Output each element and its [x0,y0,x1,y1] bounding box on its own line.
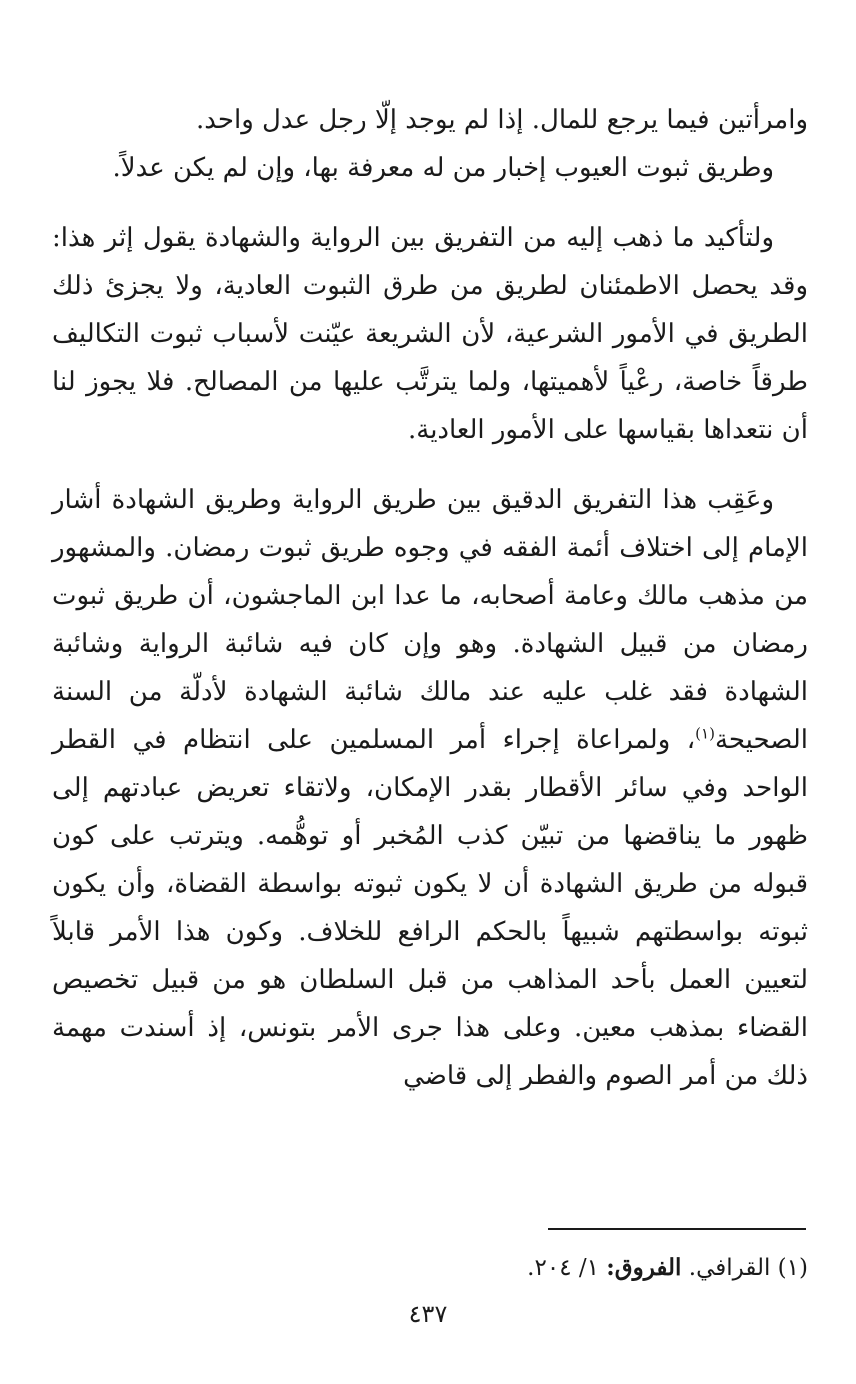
footnote-ref: ١/ ٢٠٤. [527,1255,599,1281]
page-number: ٤٣٧ [408,1300,448,1328]
footnote-divider [548,1228,806,1230]
paragraph-2: وطريق ثبوت العيوب إخبار من له معرفة بها، وإن لم يكن عدلاً. [112,153,774,183]
paragraph-4-part-2: ، ولمراعاة إجراء أمر المسلمين على انتظام في القطر الواحد وفي سائر الأقطار بقدر الإمكان، ولاتقاء تعريض عبادتهم إلى ظهور ما يناقضها من تبيّن كذب المُخبر أو توهُّمه. ويترتب على كون قبوله من طريق الشهادة أن لا يكون ثبوته بواسطة القضاة، وأن يكون ثبوته بواسطتهم شبيهاً بالحكم الرافع للخلاف. وكون هذا الأمر قابلاً لتعيين العمل بأحد المذاهب من قبل السلطان هو من قبيل تخصيص القضاء بمذهب معين. وعلى هذا جرى الأمر بتونس، إذ أسندت مهمة ذلك من أمر الصوم والفطر إلى قاضي [52,725,808,1091]
footnote [52,1248,808,1288]
page-body [52,96,808,1100]
paragraph-4 [52,476,808,1100]
footnote-author: القرافي. [688,1255,771,1281]
footnote-marker[interactable]: (١) [695,724,715,743]
paragraph-3: ولتأكيد ما ذهب إليه من التفريق بين الرواية والشهادة يقول إثر هذا: وقد يحصل الاطمئنان لطريق من طرق الثبوت العادية، ولا يجزئ ذلك الطريق في الأمور الشرعية، لأن الشريعة عيّنت لأسباب ثبوت التكاليف طرقاً خاصة، رعْياً لأهميتها، ولما يترتَّب عليها من المصالح. فلا يجوز لنا أن نتعداها بقياسها على الأمور العادية. [52,223,808,445]
paragraph-4-part-1: وعَقِب هذا التفريق الدقيق بين طريق الرواية وطريق الشهادة أشار الإمام إلى اختلاف أئمة الفقه في وجوه طريق ثبوت رمضان. والمشهور من مذهب مالك وعامة أصحابه، ما عدا ابن الماجشون، أن طريق ثبوت رمضان من قبيل الشهادة. وهو وإن كان فيه شائبة الرواية وشائبة الشهادة فقد غلب عليه عند مالك شائبة الشهادة لأدلّة من السنة الصحيحة [52,485,808,755]
footnote-number: (١) [777,1255,808,1281]
paragraph-1: وامرأتين فيما يرجع للمال. إذا لم يوجد إلّا رجل عدل واحد. [196,105,808,135]
footnote-book: الفروق: [606,1254,682,1281]
